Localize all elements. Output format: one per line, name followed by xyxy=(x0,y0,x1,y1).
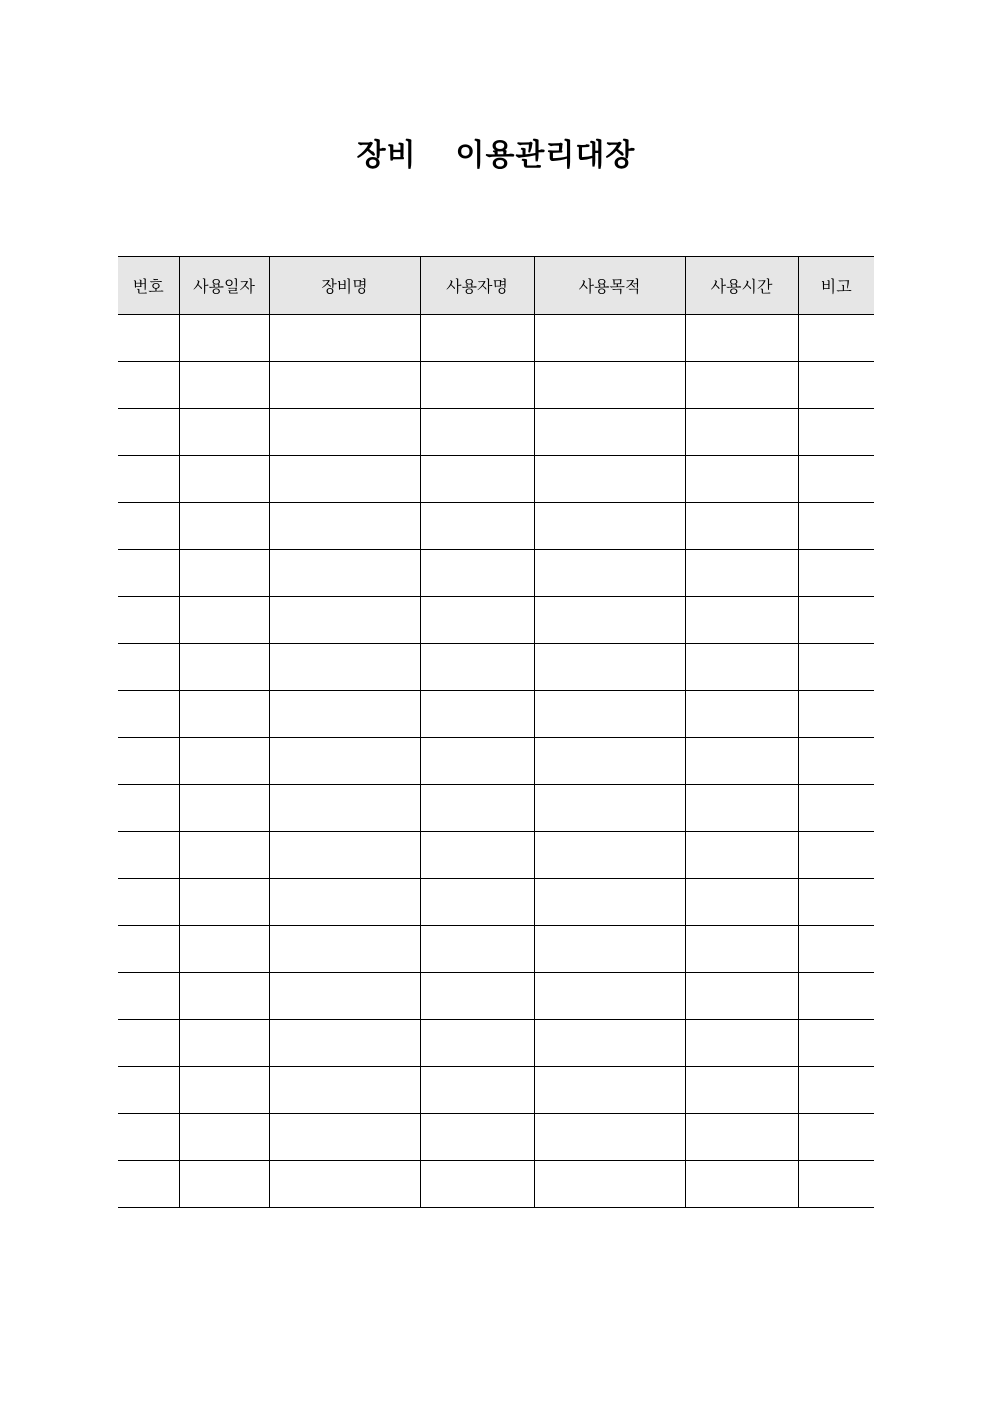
table-cell-purpose[interactable] xyxy=(534,691,685,738)
table-cell-time[interactable] xyxy=(685,1114,798,1161)
table-cell-user[interactable] xyxy=(420,1161,534,1208)
table-cell-time[interactable] xyxy=(685,1020,798,1067)
column-header-time: 사용시간 xyxy=(685,257,798,315)
table-cell-note[interactable] xyxy=(798,973,874,1020)
table-cell-user[interactable] xyxy=(420,1067,534,1114)
table-cell-purpose[interactable] xyxy=(534,644,685,691)
column-header-note: 비고 xyxy=(798,257,874,315)
table-cell-note[interactable] xyxy=(798,832,874,879)
table-cell-time[interactable] xyxy=(685,503,798,550)
table-cell-time[interactable] xyxy=(685,973,798,1020)
table-cell-date[interactable] xyxy=(179,832,269,879)
table-row xyxy=(118,644,874,691)
table-cell-equipment[interactable] xyxy=(269,1067,420,1114)
table-cell-user[interactable] xyxy=(420,738,534,785)
table-cell-date[interactable] xyxy=(179,1114,269,1161)
table-cell-purpose[interactable] xyxy=(534,362,685,409)
table-row xyxy=(118,926,874,973)
table-cell-equipment[interactable] xyxy=(269,738,420,785)
table-cell-time[interactable] xyxy=(685,1067,798,1114)
table-cell-no[interactable] xyxy=(118,550,179,597)
table-cell-date[interactable] xyxy=(179,597,269,644)
table-cell-purpose[interactable] xyxy=(534,1067,685,1114)
document-title: 장비 이용관리대장 xyxy=(356,138,636,173)
header-row xyxy=(118,257,874,315)
table-cell-time[interactable] xyxy=(685,738,798,785)
table-cell-note[interactable] xyxy=(798,456,874,503)
table-cell-note[interactable] xyxy=(798,1067,874,1114)
table-cell-note[interactable] xyxy=(798,785,874,832)
table-cell-equipment[interactable] xyxy=(269,785,420,832)
column-header-no: 번호 xyxy=(118,257,179,315)
table-cell-note[interactable] xyxy=(798,1114,874,1161)
table-cell-date[interactable] xyxy=(179,550,269,597)
table-cell-equipment[interactable] xyxy=(269,597,420,644)
table-cell-date[interactable] xyxy=(179,644,269,691)
table-row xyxy=(118,1161,874,1208)
table-cell-purpose[interactable] xyxy=(534,409,685,456)
table-row xyxy=(118,832,874,879)
table-cell-equipment[interactable] xyxy=(269,832,420,879)
table-cell-equipment[interactable] xyxy=(269,503,420,550)
table-row xyxy=(118,738,874,785)
table-cell-date[interactable] xyxy=(179,926,269,973)
table-cell-no[interactable] xyxy=(118,879,179,926)
table-cell-user[interactable] xyxy=(420,691,534,738)
table-cell-purpose[interactable] xyxy=(534,832,685,879)
table-row xyxy=(118,315,874,362)
table-cell-no[interactable] xyxy=(118,362,179,409)
table-cell-purpose[interactable] xyxy=(534,738,685,785)
table-cell-purpose[interactable] xyxy=(534,503,685,550)
table-cell-date[interactable] xyxy=(179,409,269,456)
table-cell-date[interactable] xyxy=(179,1020,269,1067)
table-cell-time[interactable] xyxy=(685,597,798,644)
table-cell-equipment[interactable] xyxy=(269,644,420,691)
table-cell-time[interactable] xyxy=(685,550,798,597)
table-cell-no[interactable] xyxy=(118,1020,179,1067)
table-cell-user[interactable] xyxy=(420,1114,534,1161)
table-cell-user[interactable] xyxy=(420,550,534,597)
table-cell-equipment[interactable] xyxy=(269,879,420,926)
table-cell-date[interactable] xyxy=(179,1161,269,1208)
table-cell-equipment[interactable] xyxy=(269,973,420,1020)
table-row xyxy=(118,1067,874,1114)
table-cell-no[interactable] xyxy=(118,926,179,973)
table-cell-no[interactable] xyxy=(118,832,179,879)
column-header-date: 사용일자 xyxy=(179,257,269,315)
table-row xyxy=(118,1114,874,1161)
table-cell-note[interactable] xyxy=(798,926,874,973)
table-cell-note[interactable] xyxy=(798,691,874,738)
table-cell-date[interactable] xyxy=(179,738,269,785)
table-cell-purpose[interactable] xyxy=(534,926,685,973)
table-row xyxy=(118,550,874,597)
table-cell-note[interactable] xyxy=(798,1161,874,1208)
table-cell-time[interactable] xyxy=(685,1161,798,1208)
table-cell-purpose[interactable] xyxy=(534,973,685,1020)
table-cell-purpose[interactable] xyxy=(534,1161,685,1208)
table-cell-user[interactable] xyxy=(420,362,534,409)
table-cell-user[interactable] xyxy=(420,644,534,691)
table-cell-time[interactable] xyxy=(685,362,798,409)
table-cell-user[interactable] xyxy=(420,926,534,973)
table-cell-equipment[interactable] xyxy=(269,315,420,362)
table-cell-no[interactable] xyxy=(118,1114,179,1161)
table-cell-date[interactable] xyxy=(179,1067,269,1114)
table-row xyxy=(118,785,874,832)
table-cell-date[interactable] xyxy=(179,691,269,738)
table-cell-time[interactable] xyxy=(685,879,798,926)
table-cell-note[interactable] xyxy=(798,597,874,644)
table-cell-no[interactable] xyxy=(118,738,179,785)
table-row xyxy=(118,503,874,550)
table-cell-equipment[interactable] xyxy=(269,1161,420,1208)
table-row xyxy=(118,456,874,503)
table-cell-user[interactable] xyxy=(420,1020,534,1067)
table-cell-user[interactable] xyxy=(420,597,534,644)
table-cell-date[interactable] xyxy=(179,315,269,362)
table-cell-note[interactable] xyxy=(798,879,874,926)
table-cell-date[interactable] xyxy=(179,503,269,550)
table-cell-equipment[interactable] xyxy=(269,1114,420,1161)
table-row xyxy=(118,1020,874,1067)
table-row xyxy=(118,362,874,409)
table-row xyxy=(118,879,874,926)
table-cell-note[interactable] xyxy=(798,1020,874,1067)
table-cell-user[interactable] xyxy=(420,832,534,879)
table-cell-no[interactable] xyxy=(118,597,179,644)
table-cell-user[interactable] xyxy=(420,409,534,456)
table-cell-note[interactable] xyxy=(798,315,874,362)
table-cell-no[interactable] xyxy=(118,1067,179,1114)
table-cell-time[interactable] xyxy=(685,644,798,691)
table-cell-no[interactable] xyxy=(118,456,179,503)
table-cell-purpose[interactable] xyxy=(534,785,685,832)
table-cell-time[interactable] xyxy=(685,456,798,503)
table-cell-note[interactable] xyxy=(798,738,874,785)
table-cell-date[interactable] xyxy=(179,879,269,926)
column-header-equipment: 장비명 xyxy=(269,257,420,315)
table-cell-equipment[interactable] xyxy=(269,362,420,409)
table-cell-equipment[interactable] xyxy=(269,409,420,456)
table-cell-no[interactable] xyxy=(118,409,179,456)
table-body xyxy=(118,315,874,1208)
column-header-user: 사용자명 xyxy=(420,257,534,315)
table-cell-time[interactable] xyxy=(685,691,798,738)
table-cell-no[interactable] xyxy=(118,785,179,832)
table-row xyxy=(118,691,874,738)
table-cell-no[interactable] xyxy=(118,691,179,738)
table-cell-purpose[interactable] xyxy=(534,315,685,362)
table-cell-purpose[interactable] xyxy=(534,879,685,926)
table-cell-date[interactable] xyxy=(179,973,269,1020)
table-cell-date[interactable] xyxy=(179,456,269,503)
table-cell-time[interactable] xyxy=(685,832,798,879)
table-cell-purpose[interactable] xyxy=(534,597,685,644)
table-cell-date[interactable] xyxy=(179,362,269,409)
table-cell-user[interactable] xyxy=(420,973,534,1020)
table-row xyxy=(118,973,874,1020)
table-cell-time[interactable] xyxy=(685,409,798,456)
table-cell-equipment[interactable] xyxy=(269,926,420,973)
column-header-purpose: 사용목적 xyxy=(534,257,685,315)
table-cell-user[interactable] xyxy=(420,456,534,503)
table-cell-user[interactable] xyxy=(420,503,534,550)
table-header xyxy=(118,257,874,315)
table-cell-time[interactable] xyxy=(685,315,798,362)
table-cell-note[interactable] xyxy=(798,644,874,691)
table-cell-purpose[interactable] xyxy=(534,1020,685,1067)
table-cell-purpose[interactable] xyxy=(534,456,685,503)
table-row xyxy=(118,409,874,456)
table-cell-purpose[interactable] xyxy=(534,550,685,597)
table-cell-user[interactable] xyxy=(420,879,534,926)
table-cell-note[interactable] xyxy=(798,362,874,409)
table-cell-purpose[interactable] xyxy=(534,1114,685,1161)
table-cell-equipment[interactable] xyxy=(269,550,420,597)
table-cell-note[interactable] xyxy=(798,409,874,456)
table-cell-equipment[interactable] xyxy=(269,691,420,738)
table-cell-note[interactable] xyxy=(798,550,874,597)
table-cell-user[interactable] xyxy=(420,785,534,832)
table-cell-no[interactable] xyxy=(118,1161,179,1208)
table-cell-note[interactable] xyxy=(798,503,874,550)
table-cell-date[interactable] xyxy=(179,785,269,832)
table-cell-no[interactable] xyxy=(118,315,179,362)
table-cell-time[interactable] xyxy=(685,785,798,832)
table-cell-no[interactable] xyxy=(118,973,179,1020)
table-cell-equipment[interactable] xyxy=(269,1020,420,1067)
table-cell-user[interactable] xyxy=(420,315,534,362)
table-cell-time[interactable] xyxy=(685,926,798,973)
table-row xyxy=(118,597,874,644)
equipment-ledger-table xyxy=(118,256,874,1208)
table-cell-no[interactable] xyxy=(118,503,179,550)
table-cell-no[interactable] xyxy=(118,644,179,691)
table-cell-equipment[interactable] xyxy=(269,456,420,503)
